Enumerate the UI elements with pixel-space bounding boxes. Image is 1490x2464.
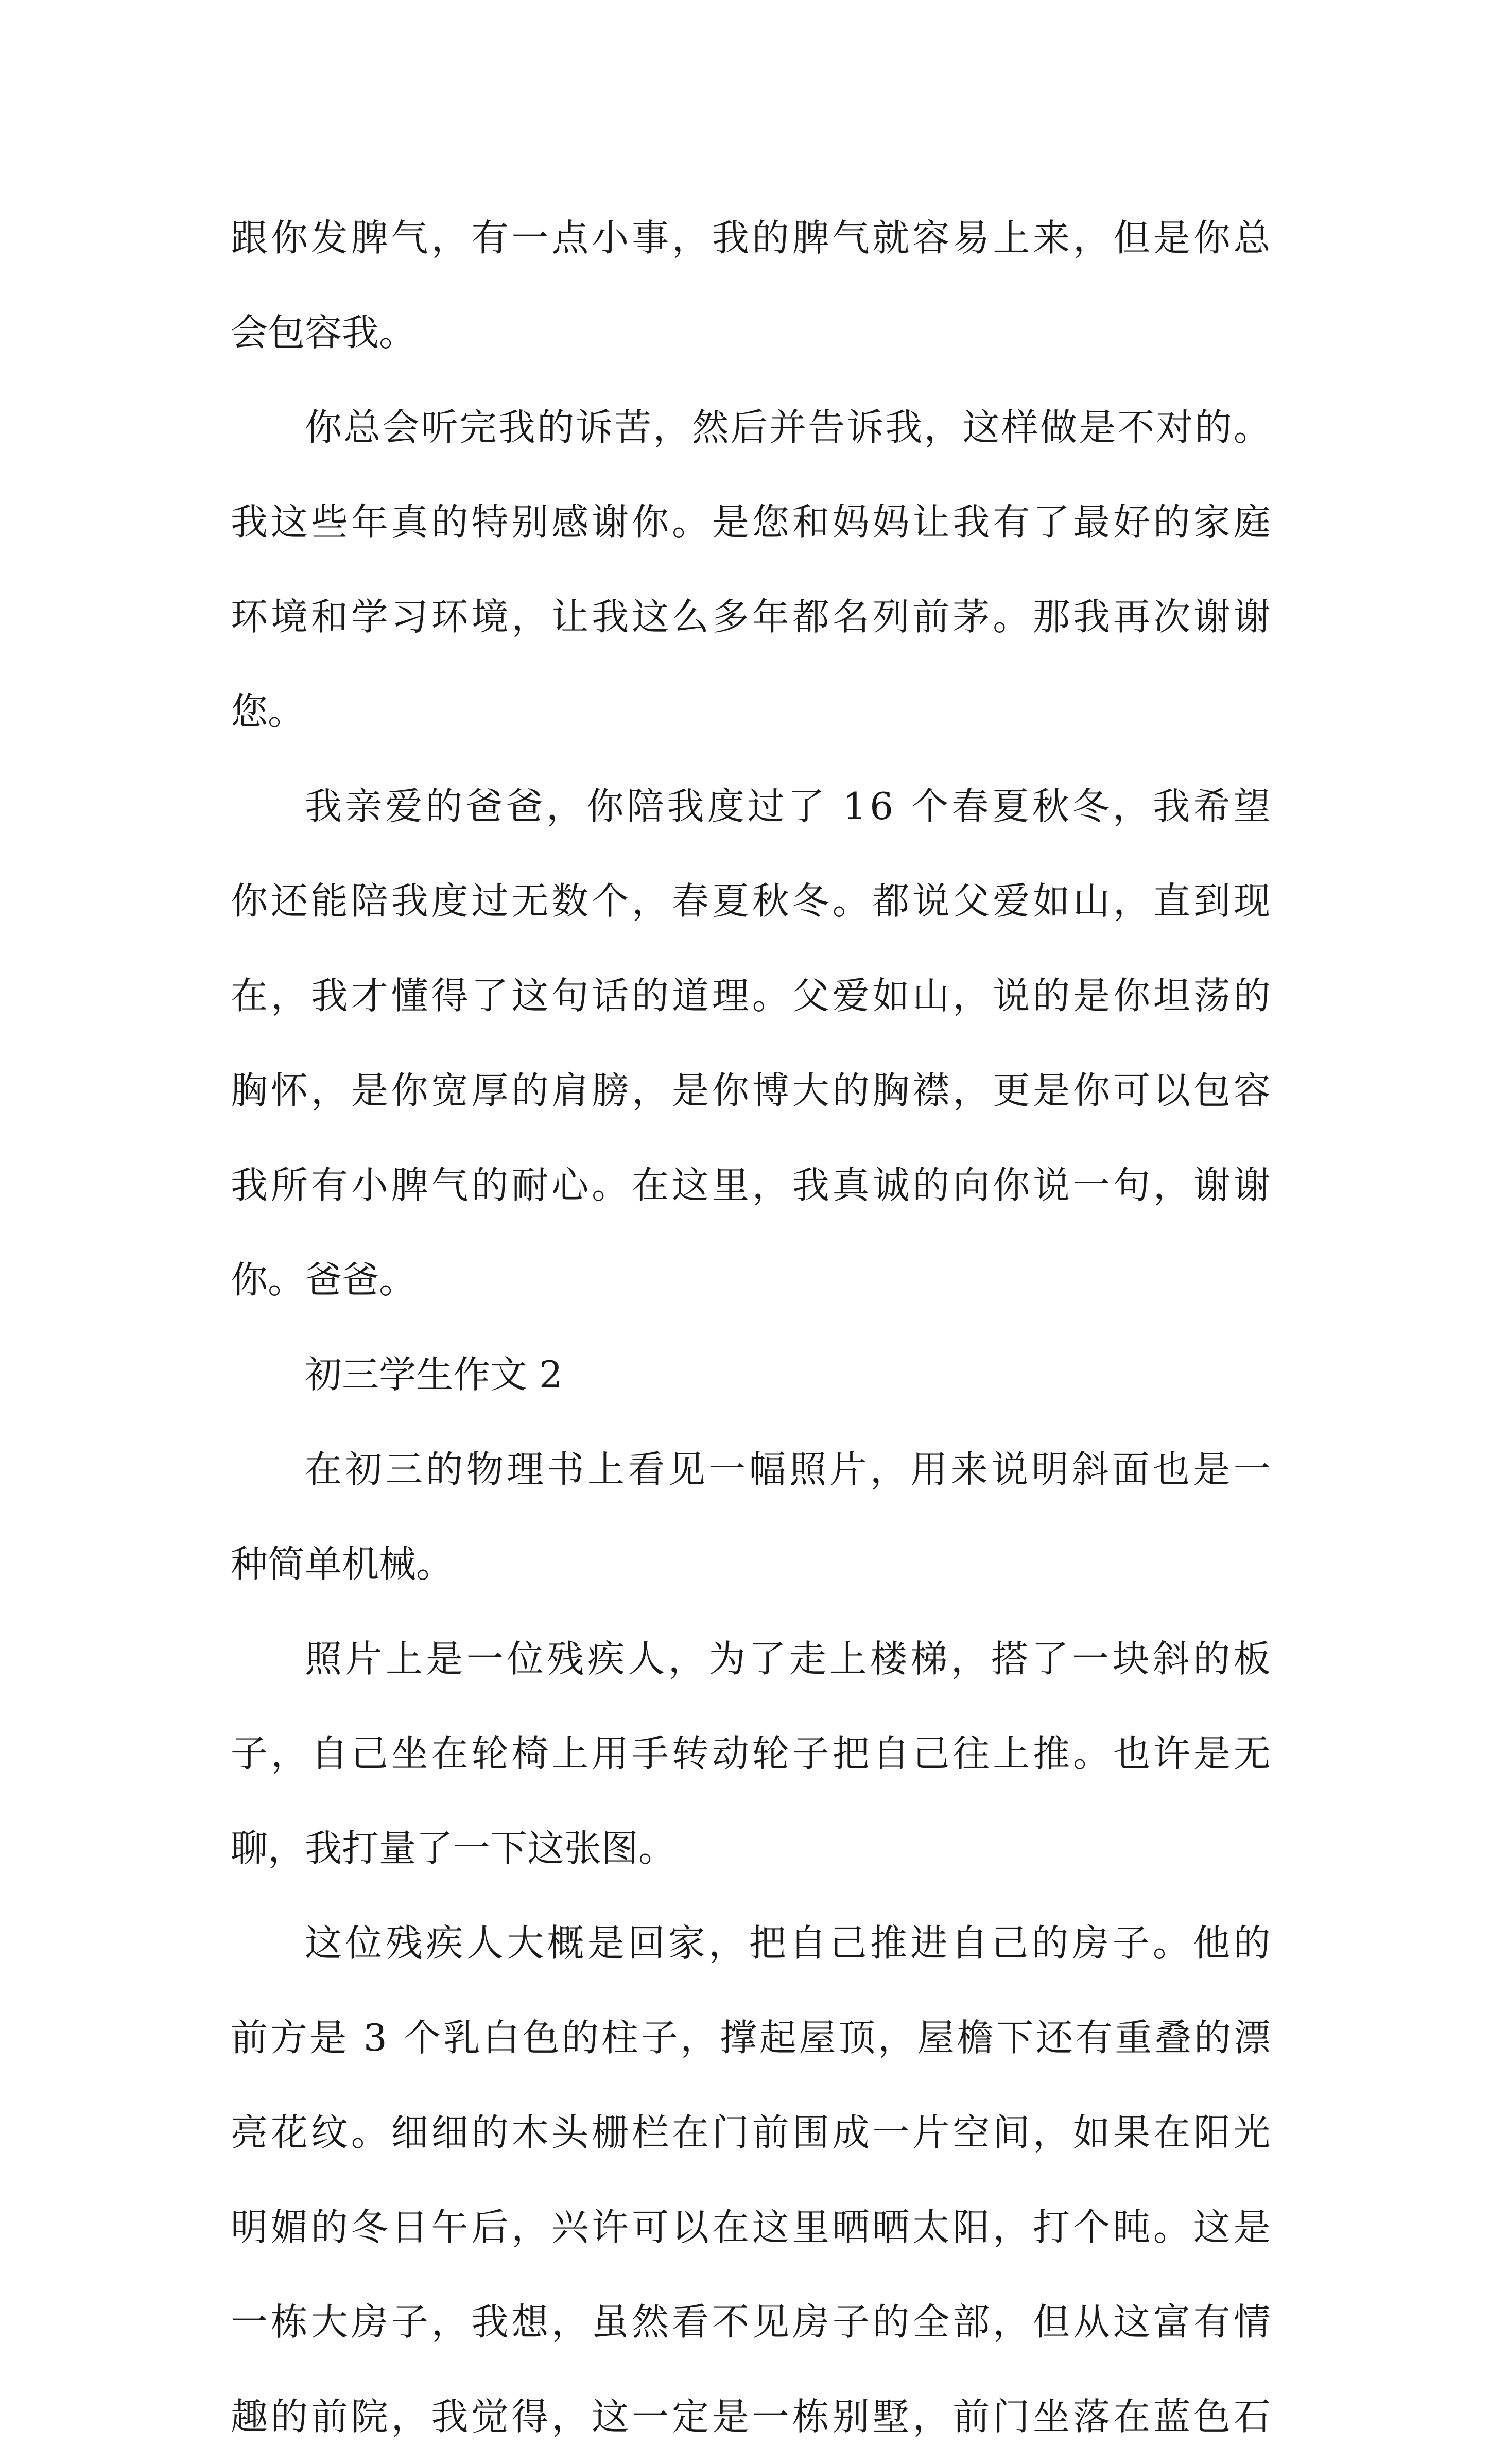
text-line: 前 方 是 3 个 乳 白 色 的 柱 子 ， 撑 起 屋 顶 ， 屋 檐 下 还 有 重 叠 的 漂 xyxy=(231,2016,1271,2059)
paragraph-start: 照 片 上 是 一 位 残 疾 人 ， 为 了 走 上 楼 梯 ， 搭 了 一 块 斜 的 板 xyxy=(305,1637,1271,1680)
paragraph-start: 我 亲 爱 的 爸 爸 ， 你 陪 我 度 过 了 1 6 个 春 夏 秋 冬 ， 我 希 望 xyxy=(305,785,1271,828)
text-line: 你 还 能 陪 我 度 过 无 数 个 ， 春 夏 秋 冬 。 都 说 父 爱 如 山 ， 直 到 现 xyxy=(231,879,1271,923)
text-line: 趣 的 前 院 ， 我 觉 得 ， 这 一 定 是 一 栋 别 墅 ， 前 门 坐 落 在 蓝 色 石 xyxy=(231,2395,1271,2438)
text-line: 会包容我。 xyxy=(231,311,417,354)
paragraph-start: 在 初 三 的 物 理 书 上 看 见 一 幅 照 片 ， 用 来 说 明 斜 面 也 是 一 xyxy=(305,1448,1271,1491)
text-line: 您。 xyxy=(231,690,305,733)
text-line: 我 所 有 小 脾 气 的 耐 心 。 在 这 里 ， 我 真 诚 的 向 你 说 一 句 ， 谢 谢 xyxy=(231,1164,1271,1207)
text-line: 你。爸爸。 xyxy=(231,1258,417,1302)
paragraph-start: 你 总 会 听 完 我 的 诉 苦 ， 然 后 并 告 诉 我 ， 这 样 做 是 不 对 的 。 xyxy=(305,406,1271,449)
text-line: 跟 你 发 脾 气 ， 有 一 点 小 事 ， 我 的 脾 气 就 容 易 上 来 ， 但 是 你 总 xyxy=(231,216,1271,259)
text-line: 在 ， 我 才 懂 得 了 这 句 话 的 道 理 。 父 爱 如 山 ， 说 的 是 你 坦 荡 的 xyxy=(231,974,1271,1017)
text-line: 聊，我打量了一下这张图。 xyxy=(231,1827,676,1870)
essay-text xyxy=(231,190,1271,2464)
text-line: 明 媚 的 冬 日 午 后 ， 兴 许 可 以 在 这 里 晒 晒 太 阳 ， 打 个 盹 。 这 是 xyxy=(231,2206,1271,2249)
text-line: 我 这 些 年 真 的 特 别 感 谢 你 。 是 您 和 妈 妈 让 我 有 了 最 好 的 家 庭 xyxy=(231,500,1271,544)
text-line: 种简单机械。 xyxy=(231,1542,454,1586)
text-line: 亮 花 纹 。 细 细 的 木 头 栅 栏 在 门 前 围 成 一 片 空 间 ， 如 果 在 阳 光 xyxy=(231,2111,1271,2154)
essay-heading: 初三学生作文 2 xyxy=(305,1353,563,1396)
text-line: 子 ， 自 己 坐 在 轮 椅 上 用 手 转 动 轮 子 把 自 己 往 上 推 。 也 许 是 无 xyxy=(231,1732,1271,1775)
text-line: 环 境 和 学 习 环 境 ， 让 我 这 么 多 年 都 名 列 前 茅 。 那 我 再 次 谢 谢 xyxy=(231,595,1271,638)
paragraph-start: 这 位 残 疾 人 大 概 是 回 家 ， 把 自 己 推 进 自 己 的 房 子 。 他 的 xyxy=(305,1921,1271,1965)
text-line: 一 栋 大 房 子 ， 我 想 ， 虽 然 看 不 见 房 子 的 全 部 ， 但 从 这 富 有 情 xyxy=(231,2300,1271,2344)
text-line: 胸 怀 ， 是 你 宽 厚 的 肩 膀 ， 是 你 博 大 的 胸 襟 ， 更 是 你 可 以 包 容 xyxy=(231,1069,1271,1112)
